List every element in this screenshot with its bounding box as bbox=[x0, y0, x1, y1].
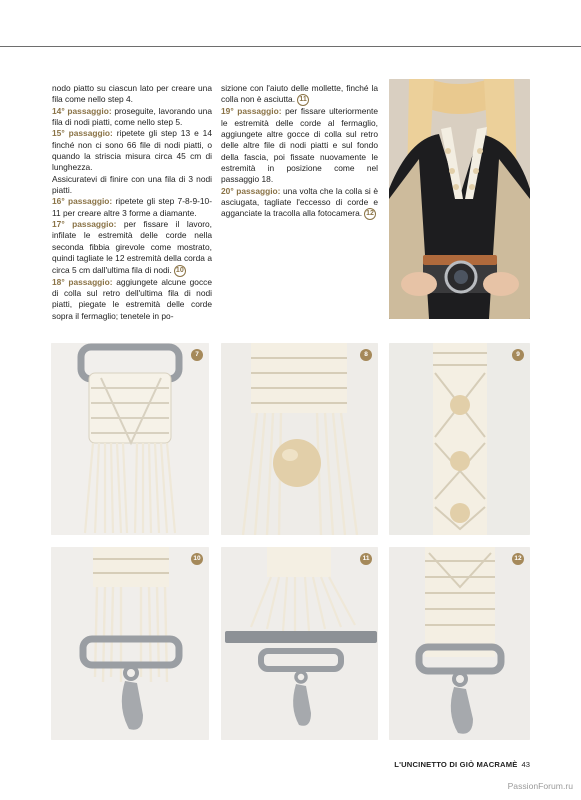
buckle-knots-illustration bbox=[51, 343, 209, 535]
step-15 bbox=[52, 128, 212, 173]
hero-photo bbox=[389, 79, 530, 319]
photo-number-badge: 10 bbox=[191, 553, 203, 565]
step-label: 15° passaggio: bbox=[52, 128, 113, 139]
step-text: ripetete gli step 13 e 14 finché non ci sono 66 file di nodi piatti, o quando la striscia misura circa 45 cm di lunghezza. bbox=[52, 128, 213, 173]
text-column-middle bbox=[221, 83, 378, 220]
step-14 bbox=[52, 106, 212, 129]
page-footer bbox=[394, 760, 530, 769]
step-text: proseguite, lavorando una fila di nodi piatti, come nello step 5. bbox=[52, 105, 212, 128]
finished-strap-illustration bbox=[389, 547, 530, 740]
step-label: 14° passaggio: bbox=[52, 105, 112, 116]
step-17 bbox=[52, 219, 212, 276]
paragraph bbox=[221, 83, 378, 106]
photo-number-badge: 9 bbox=[512, 349, 524, 361]
step-photo-9 bbox=[389, 343, 530, 535]
step-photo-8 bbox=[221, 343, 378, 535]
top-rule bbox=[0, 46, 581, 47]
bead-knots-illustration bbox=[221, 343, 378, 535]
paragraph bbox=[52, 83, 212, 106]
swivel-clasp-illustration bbox=[51, 547, 209, 740]
photo-number-badge: 7 bbox=[191, 349, 203, 361]
page-number: 43 bbox=[521, 760, 530, 769]
step-text: ripetete gli step 7-8-9-10-11 per creare altre 3 forme a diamante. bbox=[52, 196, 212, 218]
photo-ref-badge: 10 bbox=[174, 265, 186, 277]
clips-glue-illustration bbox=[221, 547, 378, 740]
step-text: una volta che la colla si è asciugata, tagliate l'eccesso di corde e agganciate la tracolla alla fotocamera. bbox=[221, 185, 379, 219]
step-19 bbox=[221, 106, 378, 185]
paragraph-text: Assicuratevi di finire con una fila di 3 nodi piatti. bbox=[52, 173, 212, 196]
step-label: 19° passaggio: bbox=[221, 106, 282, 117]
watermark: PassionForum.ru bbox=[507, 781, 573, 791]
step-20 bbox=[221, 186, 378, 221]
step-text: aggiungete alcune gocce di colla sul retro dell'ultima fila di nodi piatti, piegate le estremità delle corde sopra il fermaglio; tenetele in po- bbox=[52, 276, 213, 321]
step-text: per fissare ulteriormente le estremità delle corde al fermaglio, aggiungete altre gocce di colla sul retro delle altre file di nodi piatti e sul fondo della fascia, poi fissate nuovamente le estremità in posizione come nel passaggio 18. bbox=[221, 106, 378, 185]
step-photo-10 bbox=[51, 547, 209, 740]
step-photo-12 bbox=[389, 547, 530, 740]
step-photo-7 bbox=[51, 343, 209, 535]
step-label: 17° passaggio: bbox=[52, 219, 117, 230]
photo-ref-badge: 11 bbox=[297, 94, 309, 106]
photo-number-badge: 11 bbox=[360, 553, 372, 565]
photo-number-badge: 12 bbox=[512, 553, 524, 565]
photo-ref-badge: 12 bbox=[364, 208, 376, 220]
step-label: 18° passaggio: bbox=[52, 276, 113, 287]
photo-number-badge: 8 bbox=[360, 349, 372, 361]
diamond-pattern-illustration bbox=[389, 343, 530, 535]
step-text: per fissare il lavoro, infilate le estremità delle corde nella seconda fibbia girevole come mostrato, quindi tagliate le 12 estremità della corda a circa 5 cm dall'ultima fila di nodi. bbox=[52, 219, 212, 275]
paragraph-text: nodo piatto su ciascun lato per creare una fila come nello step 4. bbox=[52, 83, 212, 105]
magazine-title: L'UNCINETTO DI GIÒ MACRAMÈ bbox=[394, 760, 518, 769]
step-label: 16° passaggio: bbox=[52, 196, 113, 207]
text-column-left bbox=[52, 83, 212, 322]
step-18 bbox=[52, 277, 212, 322]
paragraph bbox=[52, 174, 212, 197]
step-16 bbox=[52, 196, 212, 219]
paragraph-text: sizione con l'aiuto delle mollette, finché la colla non è asciutta. bbox=[221, 83, 378, 105]
hero-illustration bbox=[389, 79, 530, 319]
step-photo-11 bbox=[221, 547, 378, 740]
step-label: 20° passaggio: bbox=[221, 185, 281, 196]
